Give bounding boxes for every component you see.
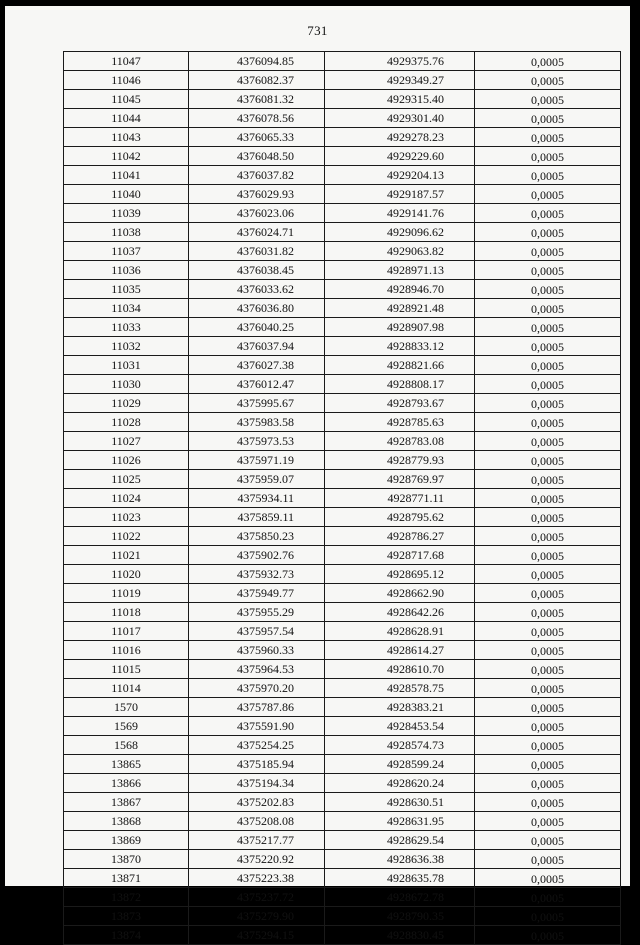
accuracy-cell: 0,0005	[475, 850, 621, 869]
point-number-cell: 13871	[64, 869, 189, 888]
table-row	[64, 793, 621, 812]
accuracy-cell: 0,0005	[475, 774, 621, 793]
y-coordinate-cell: 4928921.48	[325, 299, 475, 318]
point-number-cell: 11021	[64, 546, 189, 565]
accuracy-cell: 0,0005	[475, 831, 621, 850]
x-coordinate-cell: 4376012.47	[189, 375, 325, 394]
y-coordinate-cell: 4928771.11	[325, 489, 475, 508]
point-number-cell: 11025	[64, 470, 189, 489]
accuracy-cell: 0,0005	[475, 261, 621, 280]
y-coordinate-cell: 4928785.63	[325, 413, 475, 432]
x-coordinate-cell: 4376036.80	[189, 299, 325, 318]
accuracy-cell: 0,0005	[475, 185, 621, 204]
x-coordinate-cell: 4375185.94	[189, 755, 325, 774]
accuracy-cell: 0,0005	[475, 527, 621, 546]
accuracy-cell: 0,0005	[475, 641, 621, 660]
accuracy-cell: 0,0005	[475, 147, 621, 166]
point-number-cell: 11014	[64, 679, 189, 698]
y-coordinate-cell: 4928907.98	[325, 318, 475, 337]
x-coordinate-cell: 4376040.25	[189, 318, 325, 337]
x-coordinate-cell: 4376082.37	[189, 71, 325, 90]
table-row	[64, 736, 621, 755]
x-coordinate-cell: 4376048.50	[189, 147, 325, 166]
table-row	[64, 641, 621, 660]
x-coordinate-cell: 4376029.93	[189, 185, 325, 204]
point-number-cell: 13870	[64, 850, 189, 869]
accuracy-cell: 0,0005	[475, 888, 621, 907]
table-row	[64, 679, 621, 698]
x-coordinate-cell: 4375971.19	[189, 451, 325, 470]
point-number-cell: 11037	[64, 242, 189, 261]
table-row	[64, 432, 621, 451]
y-coordinate-cell: 4929278.23	[325, 128, 475, 147]
point-number-cell: 11046	[64, 71, 189, 90]
x-coordinate-cell: 4375960.33	[189, 641, 325, 660]
y-coordinate-cell: 4928833.12	[325, 337, 475, 356]
accuracy-cell: 0,0005	[475, 717, 621, 736]
y-coordinate-cell: 4928453.54	[325, 717, 475, 736]
table-row	[64, 622, 621, 641]
y-coordinate-cell: 4928629.54	[325, 831, 475, 850]
y-coordinate-cell: 4928620.24	[325, 774, 475, 793]
point-number-cell: 11031	[64, 356, 189, 375]
y-coordinate-cell: 4928717.68	[325, 546, 475, 565]
point-number-cell: 11041	[64, 166, 189, 185]
accuracy-cell: 0,0005	[475, 812, 621, 831]
accuracy-cell: 0,0005	[475, 869, 621, 888]
x-coordinate-cell: 4375217.77	[189, 831, 325, 850]
x-coordinate-cell: 4376038.45	[189, 261, 325, 280]
table-row	[64, 869, 621, 888]
point-number-cell: 11029	[64, 394, 189, 413]
table-row	[64, 888, 621, 907]
point-number-cell: 11047	[64, 52, 189, 71]
point-number-cell: 13873	[64, 907, 189, 926]
table-row	[64, 90, 621, 109]
accuracy-cell: 0,0005	[475, 907, 621, 926]
point-number-cell: 13874	[64, 926, 189, 945]
x-coordinate-cell: 4376033.62	[189, 280, 325, 299]
accuracy-cell: 0,0005	[475, 166, 621, 185]
x-coordinate-cell: 4375202.83	[189, 793, 325, 812]
point-number-cell: 11026	[64, 451, 189, 470]
y-coordinate-cell: 4929096.62	[325, 223, 475, 242]
table-row	[64, 451, 621, 470]
table-row	[64, 565, 621, 584]
accuracy-cell: 0,0005	[475, 394, 621, 413]
x-coordinate-cell: 4375902.76	[189, 546, 325, 565]
x-coordinate-cell: 4376023.06	[189, 204, 325, 223]
table-row	[64, 242, 621, 261]
point-number-cell: 11019	[64, 584, 189, 603]
y-coordinate-cell: 4929141.76	[325, 204, 475, 223]
accuracy-cell: 0,0005	[475, 565, 621, 584]
y-coordinate-cell: 4928599.24	[325, 755, 475, 774]
y-coordinate-cell: 4928946.70	[325, 280, 475, 299]
y-coordinate-cell: 4929349.27	[325, 71, 475, 90]
y-coordinate-cell: 4928636.38	[325, 850, 475, 869]
point-number-cell: 11042	[64, 147, 189, 166]
table-row	[64, 280, 621, 299]
y-coordinate-cell: 4928574.73	[325, 736, 475, 755]
table-row	[64, 375, 621, 394]
x-coordinate-cell: 4375932.73	[189, 565, 325, 584]
accuracy-cell: 0,0005	[475, 451, 621, 470]
accuracy-cell: 0,0005	[475, 318, 621, 337]
x-coordinate-cell: 4375983.58	[189, 413, 325, 432]
point-number-cell: 11018	[64, 603, 189, 622]
point-number-cell: 11035	[64, 280, 189, 299]
x-coordinate-cell: 4375279.90	[189, 907, 325, 926]
y-coordinate-cell: 4929229.60	[325, 147, 475, 166]
x-coordinate-cell: 4375591.90	[189, 717, 325, 736]
y-coordinate-cell: 4929204.13	[325, 166, 475, 185]
x-coordinate-cell: 4375970.20	[189, 679, 325, 698]
y-coordinate-cell: 4929315.40	[325, 90, 475, 109]
x-coordinate-cell: 4375850.23	[189, 527, 325, 546]
accuracy-cell: 0,0005	[475, 71, 621, 90]
accuracy-cell: 0,0005	[475, 508, 621, 527]
accuracy-cell: 0,0005	[475, 755, 621, 774]
table-row	[64, 185, 621, 204]
y-coordinate-cell: 4929187.57	[325, 185, 475, 204]
y-coordinate-cell: 4928695.12	[325, 565, 475, 584]
x-coordinate-cell: 4375995.67	[189, 394, 325, 413]
x-coordinate-cell: 4376027.38	[189, 356, 325, 375]
x-coordinate-cell: 4375934.11	[189, 489, 325, 508]
y-coordinate-cell: 4928971.13	[325, 261, 475, 280]
accuracy-cell: 0,0005	[475, 679, 621, 698]
x-coordinate-cell: 4376065.33	[189, 128, 325, 147]
accuracy-cell: 0,0005	[475, 489, 621, 508]
point-number-cell: 11028	[64, 413, 189, 432]
accuracy-cell: 0,0005	[475, 299, 621, 318]
table-row	[64, 717, 621, 736]
table-row	[64, 128, 621, 147]
x-coordinate-cell: 4376037.82	[189, 166, 325, 185]
table-row	[64, 698, 621, 717]
y-coordinate-cell: 4928793.67	[325, 394, 475, 413]
accuracy-cell: 0,0005	[475, 375, 621, 394]
x-coordinate-cell: 4375955.29	[189, 603, 325, 622]
accuracy-cell: 0,0005	[475, 204, 621, 223]
point-number-cell: 11039	[64, 204, 189, 223]
point-number-cell: 11040	[64, 185, 189, 204]
accuracy-cell: 0,0005	[475, 584, 621, 603]
table-row	[64, 850, 621, 869]
y-coordinate-cell: 4928610.70	[325, 660, 475, 679]
table-row	[64, 489, 621, 508]
accuracy-cell: 0,0005	[475, 546, 621, 565]
table-row	[64, 394, 621, 413]
point-number-cell: 11027	[64, 432, 189, 451]
table-row	[64, 527, 621, 546]
accuracy-cell: 0,0005	[475, 470, 621, 489]
table-row	[64, 831, 621, 850]
coordinates-table-body	[64, 52, 621, 945]
table-row	[64, 337, 621, 356]
point-number-cell: 11016	[64, 641, 189, 660]
coordinates-table	[63, 51, 621, 945]
accuracy-cell: 0,0005	[475, 603, 621, 622]
y-coordinate-cell: 4928769.97	[325, 470, 475, 489]
accuracy-cell: 0,0005	[475, 356, 621, 375]
point-number-cell: 11020	[64, 565, 189, 584]
point-number-cell: 11017	[64, 622, 189, 641]
table-row	[64, 546, 621, 565]
accuracy-cell: 0,0005	[475, 128, 621, 147]
x-coordinate-cell: 4375208.08	[189, 812, 325, 831]
point-number-cell: 13869	[64, 831, 189, 850]
table-row	[64, 584, 621, 603]
table-row	[64, 223, 621, 242]
y-coordinate-cell: 4928821.66	[325, 356, 475, 375]
accuracy-cell: 0,0005	[475, 432, 621, 451]
x-coordinate-cell: 4376037.94	[189, 337, 325, 356]
accuracy-cell: 0,0005	[475, 223, 621, 242]
point-number-cell: 11045	[64, 90, 189, 109]
table-row	[64, 318, 621, 337]
y-coordinate-cell: 4928790.35	[325, 907, 475, 926]
y-coordinate-cell: 4928795.62	[325, 508, 475, 527]
accuracy-cell: 0,0005	[475, 793, 621, 812]
point-number-cell: 1569	[64, 717, 189, 736]
table-row	[64, 166, 621, 185]
x-coordinate-cell: 4375787.86	[189, 698, 325, 717]
point-number-cell: 11015	[64, 660, 189, 679]
accuracy-cell: 0,0005	[475, 90, 621, 109]
table-row	[64, 147, 621, 166]
y-coordinate-cell: 4928614.27	[325, 641, 475, 660]
x-coordinate-cell: 4375223.38	[189, 869, 325, 888]
table-row	[64, 907, 621, 926]
accuracy-cell: 0,0005	[475, 52, 621, 71]
table-row	[64, 413, 621, 432]
point-number-cell: 11036	[64, 261, 189, 280]
table-row	[64, 508, 621, 527]
x-coordinate-cell: 4376081.32	[189, 90, 325, 109]
y-coordinate-cell: 4929063.82	[325, 242, 475, 261]
point-number-cell: 11032	[64, 337, 189, 356]
point-number-cell: 13872	[64, 888, 189, 907]
accuracy-cell: 0,0005	[475, 622, 621, 641]
y-coordinate-cell: 4928786.27	[325, 527, 475, 546]
point-number-cell: 13865	[64, 755, 189, 774]
x-coordinate-cell: 4375959.07	[189, 470, 325, 489]
document-page	[5, 6, 630, 943]
x-coordinate-cell: 4375964.53	[189, 660, 325, 679]
y-coordinate-cell: 4928779.93	[325, 451, 475, 470]
x-coordinate-cell: 4376094.85	[189, 52, 325, 71]
x-coordinate-cell: 4375220.92	[189, 850, 325, 869]
x-coordinate-cell: 4375973.53	[189, 432, 325, 451]
y-coordinate-cell: 4928783.08	[325, 432, 475, 451]
point-number-cell: 1568	[64, 736, 189, 755]
table-row	[64, 603, 621, 622]
y-coordinate-cell: 4928672.78	[325, 888, 475, 907]
point-number-cell: 1570	[64, 698, 189, 717]
point-number-cell: 13868	[64, 812, 189, 831]
accuracy-cell: 0,0005	[475, 413, 621, 432]
point-number-cell: 11023	[64, 508, 189, 527]
accuracy-cell: 0,0005	[475, 926, 621, 945]
point-number-cell: 11038	[64, 223, 189, 242]
table-row	[64, 660, 621, 679]
y-coordinate-cell: 4929301.40	[325, 109, 475, 128]
table-row	[64, 204, 621, 223]
point-number-cell: 13866	[64, 774, 189, 793]
table-row	[64, 52, 621, 71]
accuracy-cell: 0,0005	[475, 109, 621, 128]
accuracy-cell: 0,0005	[475, 698, 621, 717]
table-row	[64, 926, 621, 945]
point-number-cell: 11033	[64, 318, 189, 337]
x-coordinate-cell: 4375237.72	[189, 888, 325, 907]
y-coordinate-cell: 4928642.26	[325, 603, 475, 622]
point-number-cell: 11024	[64, 489, 189, 508]
table-row	[64, 109, 621, 128]
table-row	[64, 812, 621, 831]
point-number-cell: 11034	[64, 299, 189, 318]
accuracy-cell: 0,0005	[475, 242, 621, 261]
y-coordinate-cell: 4928830.45	[325, 926, 475, 945]
point-number-cell: 11022	[64, 527, 189, 546]
table-row	[64, 71, 621, 90]
point-number-cell: 13867	[64, 793, 189, 812]
page-number: 731	[307, 23, 328, 38]
y-coordinate-cell: 4928578.75	[325, 679, 475, 698]
accuracy-cell: 0,0005	[475, 660, 621, 679]
point-number-cell: 11030	[64, 375, 189, 394]
y-coordinate-cell: 4928630.51	[325, 793, 475, 812]
y-coordinate-cell: 4929375.76	[325, 52, 475, 71]
y-coordinate-cell: 4928808.17	[325, 375, 475, 394]
table-row	[64, 261, 621, 280]
y-coordinate-cell: 4928383.21	[325, 698, 475, 717]
table-row	[64, 299, 621, 318]
point-number-cell: 11043	[64, 128, 189, 147]
y-coordinate-cell: 4928662.90	[325, 584, 475, 603]
x-coordinate-cell: 4375254.25	[189, 736, 325, 755]
x-coordinate-cell: 4375194.34	[189, 774, 325, 793]
x-coordinate-cell: 4376078.56	[189, 109, 325, 128]
table-row	[64, 774, 621, 793]
accuracy-cell: 0,0005	[475, 736, 621, 755]
y-coordinate-cell: 4928631.95	[325, 812, 475, 831]
x-coordinate-cell: 4375957.54	[189, 622, 325, 641]
table-row	[64, 470, 621, 489]
point-number-cell: 11044	[64, 109, 189, 128]
accuracy-cell: 0,0005	[475, 337, 621, 356]
x-coordinate-cell: 4375949.77	[189, 584, 325, 603]
x-coordinate-cell: 4376031.82	[189, 242, 325, 261]
x-coordinate-cell: 4375294.15	[189, 926, 325, 945]
accuracy-cell: 0,0005	[475, 280, 621, 299]
x-coordinate-cell: 4376024.71	[189, 223, 325, 242]
x-coordinate-cell: 4375859.11	[189, 508, 325, 527]
table-row	[64, 356, 621, 375]
y-coordinate-cell: 4928635.78	[325, 869, 475, 888]
table-row	[64, 755, 621, 774]
y-coordinate-cell: 4928628.91	[325, 622, 475, 641]
